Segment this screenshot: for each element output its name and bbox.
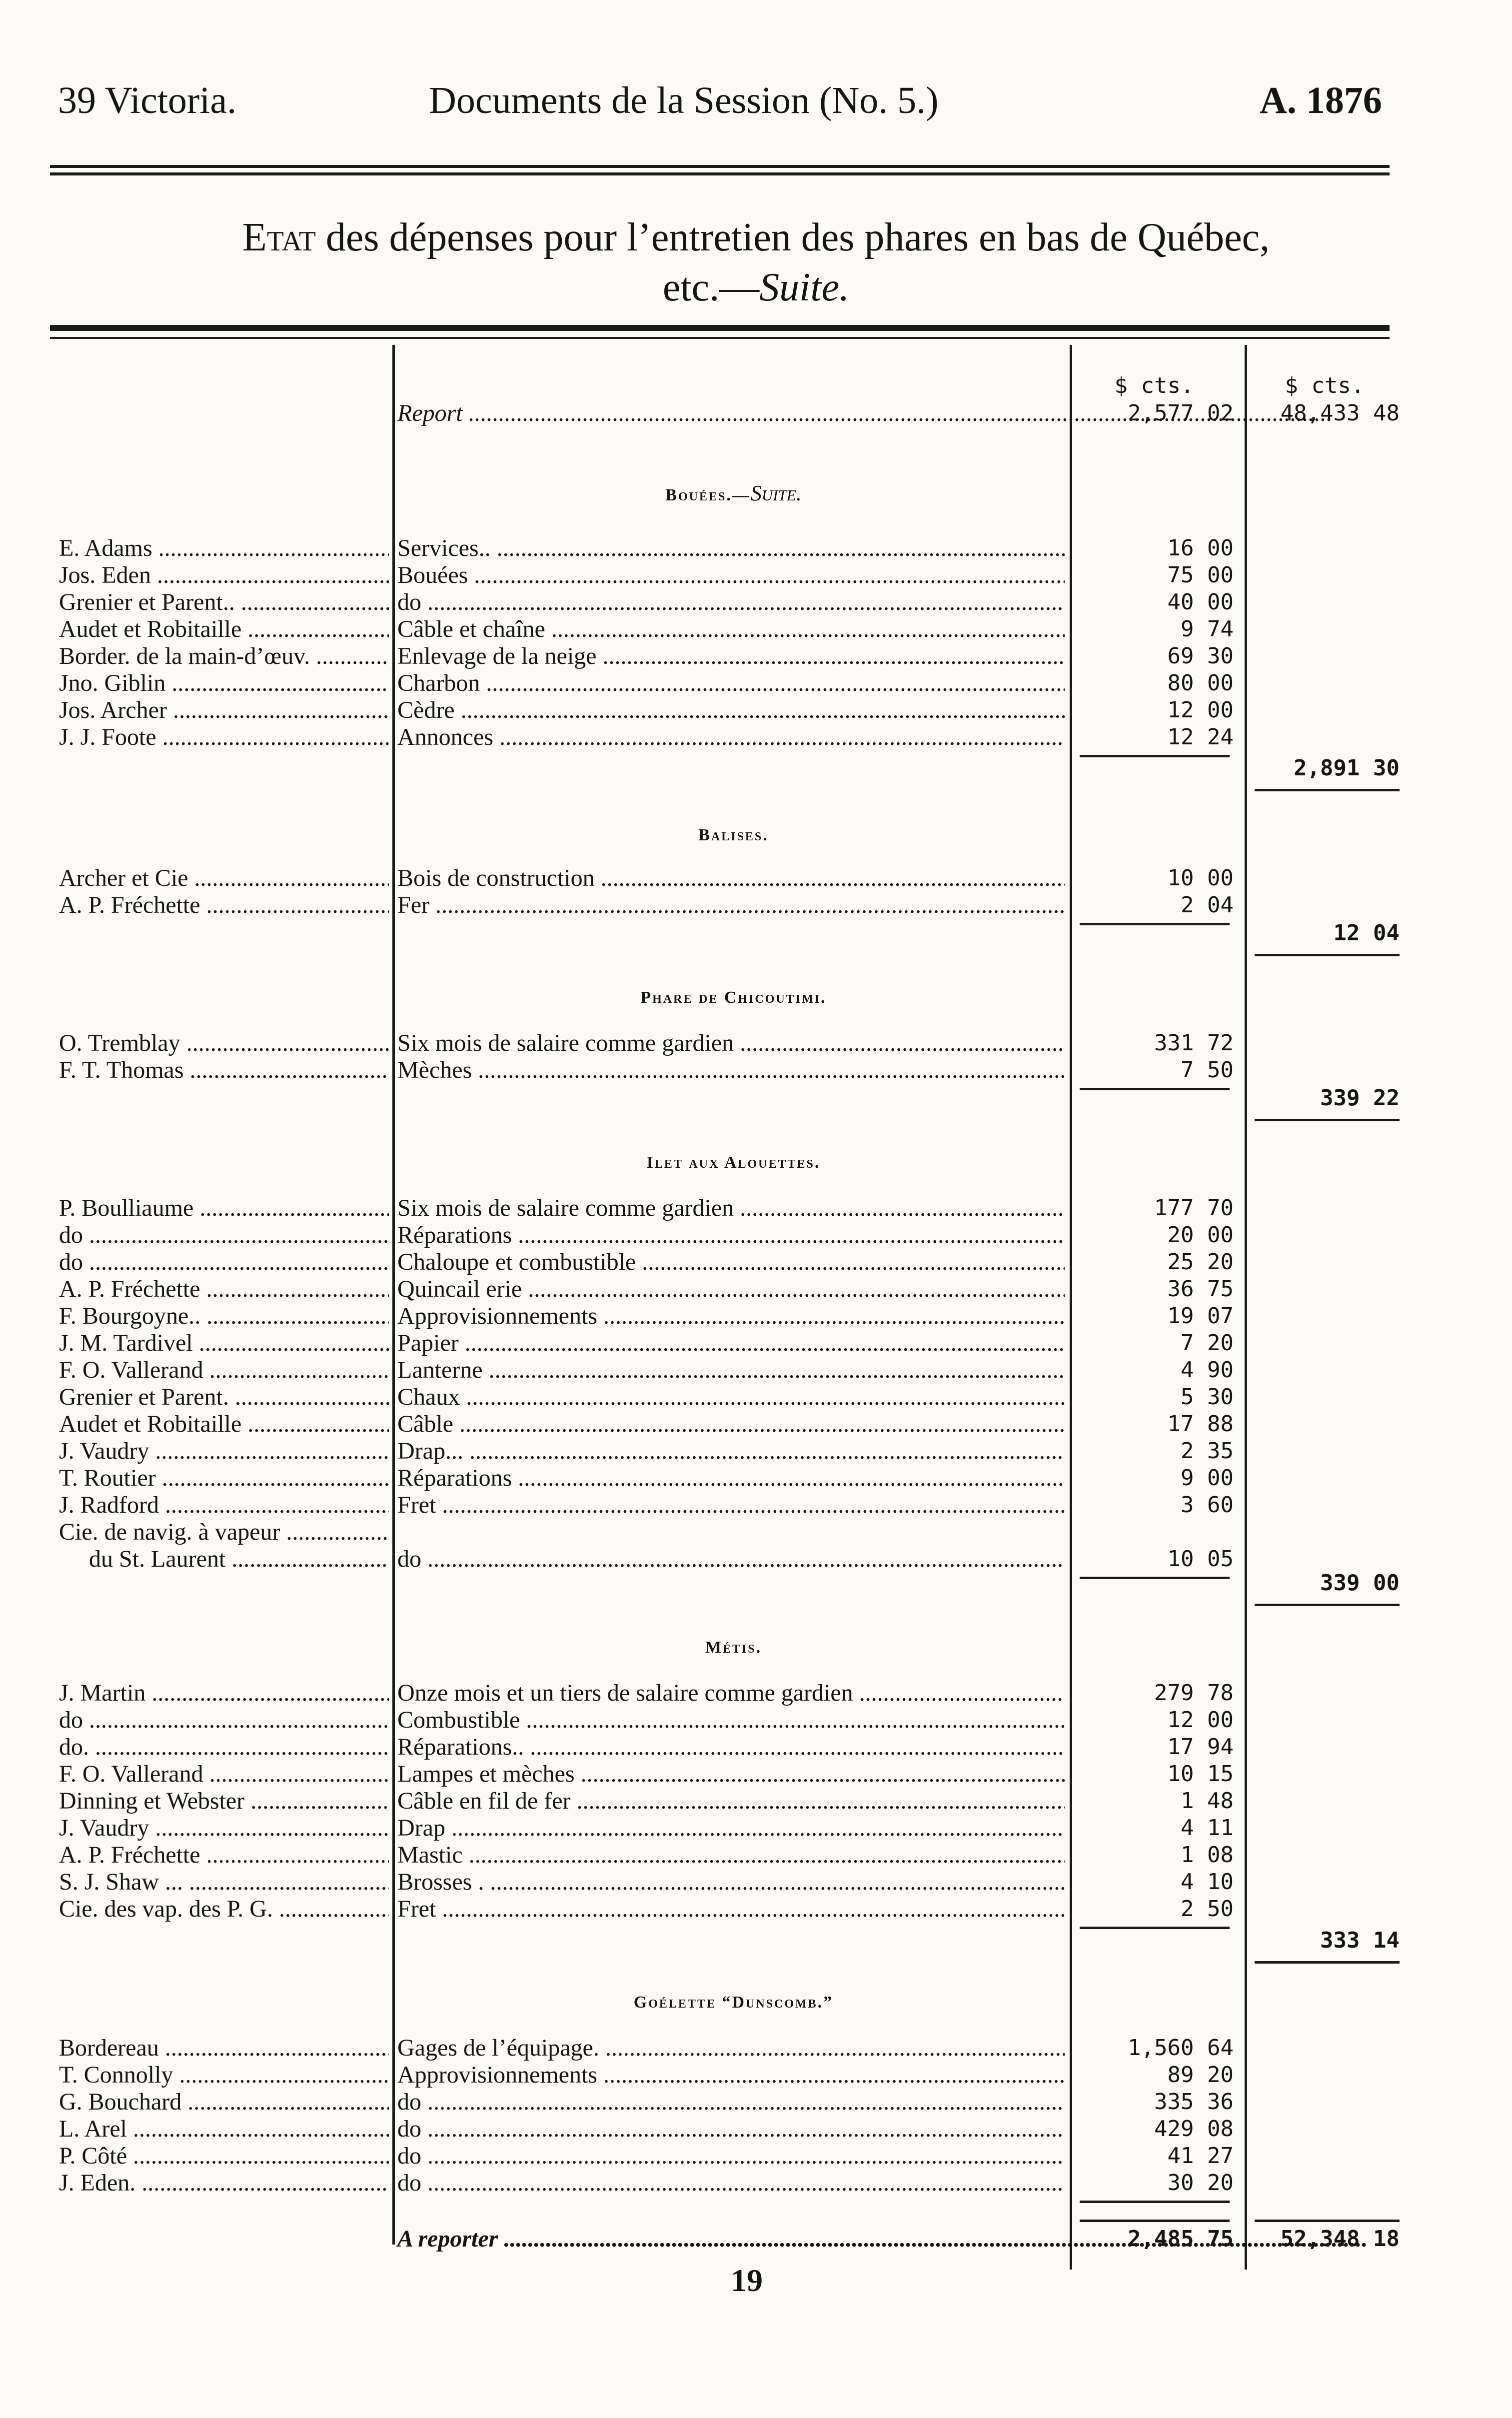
expense-description: Charbon .....	[397, 670, 1065, 697]
section-total-metis: 333 14	[1320, 1928, 1400, 1953]
expense-amount: 75 00	[1167, 562, 1234, 588]
section-title-text: Bouées.—	[665, 486, 751, 504]
payee-name-continued: du St. Laurent .....	[59, 1546, 389, 1573]
table-rule-top	[50, 325, 1390, 331]
section-subtotal-rule-bouees	[1080, 755, 1230, 757]
expense-description: Bouées .....	[397, 562, 1065, 589]
expense-description: Réparations .....	[397, 1222, 1065, 1249]
expense-amount: 12 00	[1167, 697, 1234, 723]
expense-amount: 89 20	[1167, 2062, 1234, 2088]
payee-name: T. Routier .....	[59, 1465, 389, 1492]
title-etc: etc.—	[662, 265, 760, 309]
expense-amount: 9 74	[1181, 616, 1234, 642]
expense-amount: 16 00	[1167, 535, 1234, 561]
expense-description: Annonces .....	[397, 724, 1065, 751]
expense-amount: 2 04	[1181, 892, 1234, 918]
section-total-rule-balises	[1255, 954, 1400, 956]
expense-description: do .....	[397, 1546, 1065, 1573]
expense-amount: 177 70	[1154, 1195, 1234, 1221]
payee-name: F. T. Thomas .....	[59, 1057, 389, 1084]
expense-description: do .....	[397, 2089, 1065, 2116]
expense-amount: 7 50	[1181, 1057, 1234, 1083]
expense-amount: 429 08	[1154, 2116, 1234, 2142]
expense-amount: 7 20	[1181, 1330, 1234, 1356]
expense-description: do .....	[397, 2170, 1065, 2197]
page-title	[0, 212, 1512, 312]
expense-description: Cèdre .....	[397, 697, 1065, 724]
payee-name: P. Côté .....	[59, 2143, 389, 2170]
expense-description: Fer .....	[397, 892, 1065, 919]
payee-name: do. .....	[59, 1734, 389, 1761]
expense-description: Brosses . .....	[397, 1869, 1065, 1896]
payee-name: A. P. Fréchette .....	[59, 1842, 389, 1869]
expense-amount: 4 90	[1181, 1357, 1234, 1383]
expense-description: do .....	[397, 2143, 1065, 2170]
section-total-ilet: 339 00	[1320, 1570, 1400, 1596]
expense-description: Drap .....	[397, 1815, 1065, 1842]
expense-description: Six mois de salaire comme gardien .....	[397, 1195, 1065, 1222]
payee-name: L. Arel .....	[59, 2116, 389, 2143]
payee-name: T. Connolly .....	[59, 2062, 389, 2089]
expense-description: Enlevage de la neige .....	[397, 643, 1065, 670]
expense-amount: 5 30	[1181, 1384, 1234, 1410]
expense-amount: 12 00	[1167, 1707, 1234, 1733]
currency-header-1: $ cts.	[1114, 373, 1194, 398]
col-divider-amounts	[1245, 345, 1247, 2270]
expense-description: Réparations.. .....	[397, 1734, 1065, 1761]
expense-amount: 2 50	[1181, 1896, 1234, 1922]
payee-name: A. P. Fréchette .....	[59, 1276, 389, 1303]
footer-rule-1	[1080, 2220, 1230, 2222]
section-title-text: Métis.	[705, 1638, 762, 1657]
payee-name: Grenier et Parent.. .....	[59, 589, 389, 616]
payee-name: Border. de la main-d’œuv. .....	[59, 643, 389, 670]
payee-name: F. O. Vallerand .....	[59, 1761, 389, 1788]
expense-description: Gages de l’équipage. .....	[397, 2035, 1065, 2062]
payee-name: Dinning et Webster .....	[59, 1788, 389, 1815]
payee-name: J. M. Tardivel .....	[59, 1330, 389, 1357]
a-reporter-total: 52,348 18	[1280, 2226, 1400, 2252]
expense-description: Approvisionnements .....	[397, 2062, 1065, 2089]
expense-description: Câble et chaîne .....	[397, 616, 1065, 643]
expense-description: Approvisionnements .....	[397, 1303, 1065, 1330]
header-left: 39 Victoria.	[58, 79, 237, 121]
expense-description: Services.. .....	[397, 535, 1065, 562]
payee-name: J. Radford .....	[59, 1492, 389, 1519]
expense-description: Chaux .....	[397, 1384, 1065, 1411]
section-title-suffix: Suite.	[750, 481, 802, 505]
expense-amount: 12 24	[1167, 724, 1234, 750]
payee-name: Audet et Robitaille .....	[59, 1411, 389, 1438]
section-subtotal-rule-ilet	[1080, 1577, 1230, 1579]
expense-amount: 279 78	[1154, 1680, 1234, 1706]
expense-amount: 41 27	[1167, 2143, 1234, 2169]
payee-name: Cie. de navig. à vapeur .....	[59, 1519, 389, 1546]
section-title-text: Goélette “Dunscomb.”	[633, 1993, 834, 2012]
expense-amount: 2 35	[1181, 1438, 1234, 1464]
section-title-text: Ilet aux Alouettes.	[646, 1153, 821, 1172]
payee-name: do .....	[59, 1222, 389, 1249]
expense-amount: 17 88	[1167, 1411, 1234, 1437]
expense-description: Quincail erie .....	[397, 1276, 1065, 1303]
section-total-rule-bouees	[1255, 789, 1400, 791]
expense-amount: 10 05	[1167, 1546, 1234, 1572]
payee-name: Jos. Archer .....	[59, 697, 389, 724]
payee-name: Cie. des vap. des P. G. .....	[59, 1896, 389, 1923]
expense-amount: 36 75	[1167, 1276, 1234, 1302]
expense-description: Lanterne .....	[397, 1357, 1065, 1384]
expense-amount: 19 07	[1167, 1303, 1234, 1329]
expense-description: do .....	[397, 2116, 1065, 2143]
expense-amount: 335 36	[1154, 2089, 1234, 2115]
section-total-rule-metis	[1255, 1961, 1400, 1964]
expense-amount: 80 00	[1167, 670, 1234, 696]
payee-name: O. Tremblay .....	[59, 1030, 389, 1057]
report-amount: 2,577 02	[1128, 400, 1234, 426]
payee-name: Jos. Eden .....	[59, 562, 389, 589]
expense-amount: 3 60	[1181, 1492, 1234, 1518]
col-divider-names	[392, 345, 395, 2245]
section-total-rule-chicoutimi	[1255, 1119, 1400, 1121]
payee-name: do .....	[59, 1707, 389, 1734]
section-title-chicoutimi	[395, 982, 1072, 1011]
payee-name: F. Bourgoyne.. .....	[59, 1303, 389, 1330]
payee-name: S. J. Shaw ... .....	[59, 1869, 389, 1896]
expense-description: Combustible .....	[397, 1707, 1065, 1734]
section-title-metis	[395, 1632, 1072, 1661]
payee-name: G. Bouchard .....	[59, 2089, 389, 2116]
footer-rule-2	[1255, 2220, 1400, 2222]
currency-header-2: $ cts.	[1285, 373, 1365, 398]
report-total: 48,433 48	[1280, 400, 1400, 426]
payee-name: Audet et Robitaille .....	[59, 616, 389, 643]
report-label: Report .....	[397, 400, 1065, 427]
expense-description: Réparations .....	[397, 1465, 1065, 1492]
expense-amount: 4 11	[1181, 1815, 1234, 1841]
section-subtotal-rule-metis	[1080, 1927, 1230, 1929]
title-etat: Etat	[242, 215, 316, 259]
expense-amount: 1 48	[1181, 1788, 1234, 1814]
expense-amount: 17 94	[1167, 1734, 1234, 1760]
page-number: 19	[731, 2263, 763, 2298]
payee-name: J. J. Foote .....	[59, 724, 389, 751]
section-title-balises	[395, 820, 1072, 849]
expense-description: Mastic .....	[397, 1842, 1065, 1869]
header-right: A. 1876	[1260, 79, 1382, 121]
header-center: Documents de la Session (No. 5.)	[429, 79, 939, 121]
title-main: des dépenses pour l’entretien des phares en bas de Québec,	[315, 215, 1270, 259]
expense-amount: 1,560 64	[1128, 2035, 1234, 2061]
a-reporter-amount: 2,485 75	[1128, 2226, 1234, 2252]
section-title-text: Balises.	[698, 826, 769, 844]
expense-amount: 9 00	[1181, 1465, 1234, 1491]
expense-description: Fret .....	[397, 1492, 1065, 1519]
expense-amount: 1 08	[1181, 1842, 1234, 1868]
payee-name: E. Adams .....	[59, 535, 389, 562]
section-subtotal-rule-chicoutimi	[1080, 1088, 1230, 1090]
payee-name: Jno. Giblin .....	[59, 670, 389, 697]
section-total-rule-ilet	[1255, 1604, 1400, 1606]
section-subtotal-rule-balises	[1080, 923, 1230, 925]
section-title-text: Phare de Chicoutimi.	[640, 988, 827, 1007]
section-total-bouees: 2,891 30	[1294, 755, 1400, 781]
title-line-1	[0, 212, 1512, 262]
payee-name: A. P. Fréchette .....	[59, 892, 389, 919]
payee-name: P. Boulliaume .....	[59, 1195, 389, 1222]
expense-amount: 40 00	[1167, 589, 1234, 615]
expense-description: Fret .....	[397, 1896, 1065, 1923]
header-rule-top	[50, 165, 1390, 168]
expense-description: Papier .....	[397, 1330, 1065, 1357]
expense-description: Lampes et mèches .....	[397, 1761, 1065, 1788]
expense-amount: 69 30	[1167, 643, 1234, 669]
section-total-chicoutimi: 339 22	[1320, 1085, 1400, 1111]
expense-amount: 30 20	[1167, 2170, 1234, 2196]
a-reporter-label: A reporter .....	[397, 2226, 1065, 2253]
expense-description: Chaloupe et combustible .....	[397, 1249, 1065, 1276]
expense-amount: 25 20	[1167, 1249, 1234, 1275]
payee-name: Archer et Cie .....	[59, 865, 389, 892]
header-rule-bottom	[50, 172, 1390, 175]
expense-amount: 20 00	[1167, 1222, 1234, 1248]
payee-name: J. Eden. .....	[59, 2170, 389, 2197]
title-suite: Suite.	[759, 265, 850, 309]
expense-description: Drap... .....	[397, 1438, 1065, 1465]
expense-description: Onze mois et un tiers de salaire comme gardien .....	[397, 1680, 1065, 1707]
section-subtotal-rule-goelette	[1080, 2201, 1230, 2203]
expense-description: Câble .....	[397, 1411, 1065, 1438]
payee-name: J. Vaudry .....	[59, 1815, 389, 1842]
title-line-2	[0, 262, 1512, 312]
section-title-ilet	[395, 1147, 1072, 1176]
payee-name: Bordereau .....	[59, 2035, 389, 2062]
table-rule-second	[50, 337, 1390, 339]
payee-name: J. Vaudry .....	[59, 1438, 389, 1465]
expense-amount: 10 00	[1167, 865, 1234, 891]
payee-name: do .....	[59, 1249, 389, 1276]
expense-amount: 10 15	[1167, 1761, 1234, 1787]
section-title-goelette	[395, 1987, 1072, 2016]
expense-description: Câble en fil de fer .....	[397, 1788, 1065, 1815]
expense-description: Mèches .....	[397, 1057, 1065, 1084]
payee-name: Grenier et Parent. .....	[59, 1384, 389, 1411]
payee-name: J. Martin .....	[59, 1680, 389, 1707]
expense-amount: 4 10	[1181, 1869, 1234, 1895]
expense-description: Bois de construction .....	[397, 865, 1065, 892]
payee-name: F. O. Vallerand .....	[59, 1357, 389, 1384]
expense-description: do .....	[397, 589, 1065, 616]
expense-amount: 331 72	[1154, 1030, 1234, 1056]
expense-description: Six mois de salaire comme gardien .....	[397, 1030, 1065, 1057]
col-divider-descriptions	[1070, 345, 1072, 2270]
section-title-bouees	[395, 480, 1072, 509]
section-total-balises: 12 04	[1333, 920, 1400, 946]
